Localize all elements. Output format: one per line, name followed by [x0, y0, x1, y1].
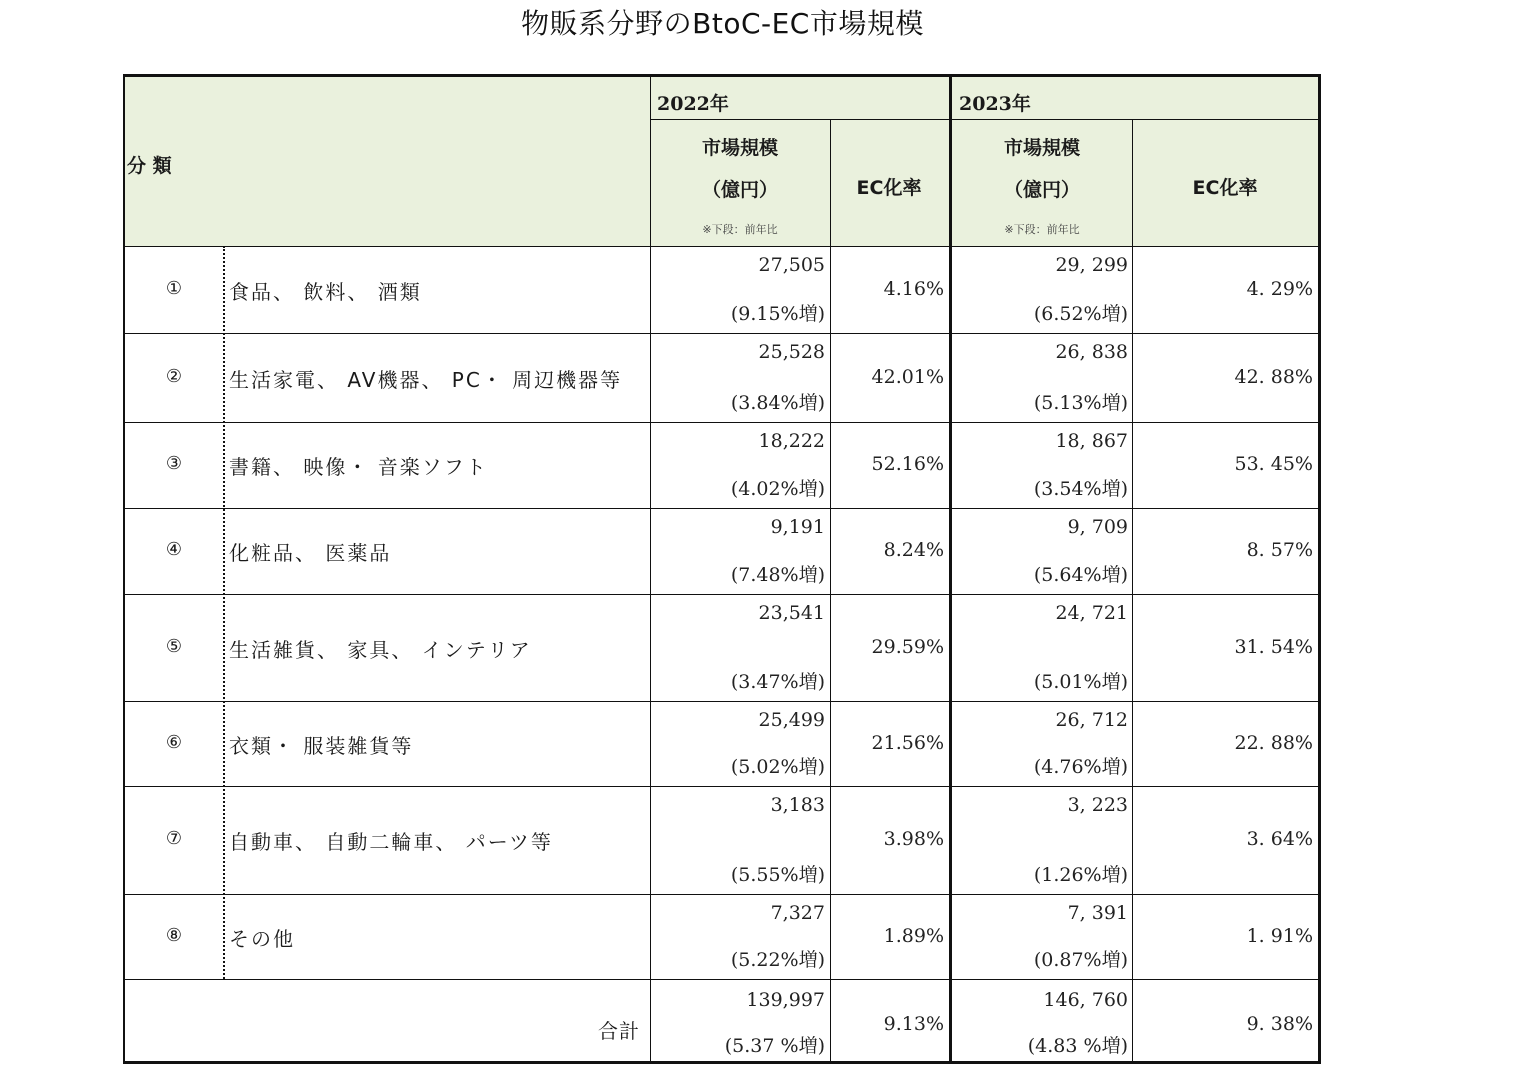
- row-growth-2022: (5.55%増): [730, 864, 825, 886]
- grid-line: [1132, 119, 1133, 1064]
- row-ec-rate-2022: 3.98%: [883, 828, 944, 850]
- total-growth-2023: (4.83 %増): [1027, 1035, 1128, 1057]
- row-market-2023: 9, 709: [1067, 516, 1128, 538]
- total-growth-2022: (5.37 %増): [724, 1035, 825, 1057]
- row-growth-2022: (7.48%増): [730, 564, 825, 586]
- total-market-2022: 139,997: [746, 989, 825, 1011]
- row-ec-rate-2023: 22. 88%: [1234, 731, 1313, 754]
- row-ec-rate-2023: 53. 45%: [1234, 453, 1313, 475]
- row-market-2022: 25,528: [758, 341, 825, 363]
- row-growth-2022: (3.84%増): [730, 392, 825, 414]
- header-year-2022: 2022年: [657, 93, 729, 115]
- row-category-label: 衣類・ 服装雑貨等: [229, 733, 414, 758]
- header-note-2023: ※下段：前年比: [1004, 223, 1080, 236]
- row-category-label: 化粧品、 医薬品: [229, 541, 392, 565]
- grid-line: [223, 246, 225, 979]
- row-ec-rate-2023: 31. 54%: [1234, 635, 1313, 658]
- row-ec-rate-2022: 42.01%: [871, 365, 944, 388]
- row-market-2023: 7, 391: [1067, 902, 1128, 924]
- row-market-2022: 7,327: [770, 902, 825, 924]
- row-ec-rate-2022: 21.56%: [871, 731, 944, 754]
- header-ec-rate-2023: EC化率: [1192, 177, 1258, 199]
- total-label: 合計: [598, 1019, 640, 1043]
- row-growth-2022: (9.15%増): [730, 303, 825, 325]
- grid-line: [125, 894, 1318, 895]
- header-market-size-2023: 市場規模: [1003, 137, 1080, 159]
- row-market-2022: 18,222: [758, 430, 825, 452]
- grid-line: [125, 246, 1318, 247]
- header-category: 分 類: [127, 155, 172, 177]
- market-size-table: [123, 74, 1321, 1064]
- row-growth-2022: (3.47%増): [730, 671, 825, 693]
- row-ec-rate-2022: 29.59%: [871, 635, 944, 658]
- grid-line: [125, 594, 1318, 595]
- row-growth-2022: (5.22%増): [730, 949, 825, 971]
- row-market-2023: 26, 712: [1055, 709, 1128, 731]
- row-ec-rate-2023: 3. 64%: [1246, 828, 1313, 850]
- total-ec-rate-2023: 9. 38%: [1246, 1013, 1313, 1035]
- row-ec-rate-2023: 1. 91%: [1246, 924, 1313, 947]
- total-market-2023: 146, 760: [1043, 989, 1128, 1011]
- row-category-label: その他: [229, 926, 295, 951]
- total-row: [125, 979, 650, 1064]
- row-number: ⑤: [165, 635, 183, 657]
- row-ec-rate-2022: 1.89%: [883, 924, 944, 947]
- grid-line: [650, 119, 1318, 120]
- grid-line: [125, 333, 1318, 334]
- row-ec-rate-2023: 4. 29%: [1246, 277, 1313, 300]
- row-growth-2023: (5.13%増): [1033, 392, 1128, 414]
- grid-line: [125, 786, 1318, 787]
- row-number: ③: [165, 453, 183, 474]
- row-ec-rate-2023: 42. 88%: [1234, 365, 1313, 388]
- header-note-2022: ※下段：前年比: [702, 223, 778, 236]
- row-market-2022: 9,191: [770, 516, 825, 538]
- row-market-2022: 25,499: [758, 709, 825, 731]
- row-growth-2023: (4.76%増): [1033, 756, 1128, 778]
- header-ec-rate-2022: EC化率: [856, 177, 922, 199]
- grid-line: [125, 701, 1318, 702]
- row-ec-rate-2022: 4.16%: [883, 277, 944, 300]
- row-market-2022: 3,183: [770, 794, 825, 816]
- row-category-label: 生活雑貨、 家具、 インテリア: [229, 637, 532, 662]
- row-number: ⑥: [165, 731, 183, 753]
- row-number: ⑧: [165, 924, 183, 946]
- row-growth-2023: (0.87%増): [1033, 949, 1128, 971]
- row-market-2023: 26, 838: [1055, 341, 1128, 363]
- total-ec-rate-2022: 9.13%: [883, 1013, 944, 1035]
- row-market-2022: 27,505: [758, 254, 825, 276]
- row-market-2023: 18, 867: [1055, 430, 1128, 452]
- row-number: ④: [165, 539, 183, 560]
- page-title: 物販系分野のBtoC-EC市場規模: [521, 7, 924, 40]
- row-category-label: 生活家電、 AV機器、 PC・ 周辺機器等: [229, 367, 623, 392]
- row-growth-2023: (5.64%増): [1033, 564, 1128, 586]
- row-ec-rate-2022: 8.24%: [883, 539, 944, 561]
- row-growth-2023: (6.52%増): [1033, 303, 1128, 325]
- header-year-2023: 2023年: [959, 93, 1031, 115]
- row-number: ①: [165, 277, 183, 299]
- row-growth-2022: (5.02%増): [730, 756, 825, 778]
- row-market-2023: 29, 299: [1055, 254, 1128, 276]
- grid-line: [125, 422, 1318, 423]
- header-unit-2022: （億円）: [701, 179, 778, 201]
- row-growth-2023: (5.01%増): [1033, 671, 1128, 693]
- row-market-2023: 3, 223: [1067, 794, 1128, 816]
- header-unit-2023: （億円）: [1003, 179, 1080, 201]
- row-category-label: 自動車、 自動二輪車、 パーツ等: [229, 830, 553, 854]
- header-market-size-2022: 市場規模: [701, 137, 778, 159]
- row-market-2022: 23,541: [758, 602, 825, 624]
- row-market-2023: 24, 721: [1055, 602, 1128, 624]
- row-category-label: 書籍、 映像・ 音楽ソフト: [229, 455, 488, 479]
- row-number: ⑦: [165, 828, 183, 849]
- grid-line: [830, 119, 831, 1064]
- row-number: ②: [165, 365, 183, 387]
- row-growth-2023: (1.26%増): [1033, 864, 1128, 886]
- row-category-label: 食品、 飲料、 酒類: [229, 279, 422, 304]
- grid-line: [125, 508, 1318, 509]
- row-growth-2023: (3.54%増): [1033, 478, 1128, 500]
- row-ec-rate-2022: 52.16%: [871, 453, 944, 475]
- row-growth-2022: (4.02%増): [730, 478, 825, 500]
- row-ec-rate-2023: 8. 57%: [1246, 539, 1313, 561]
